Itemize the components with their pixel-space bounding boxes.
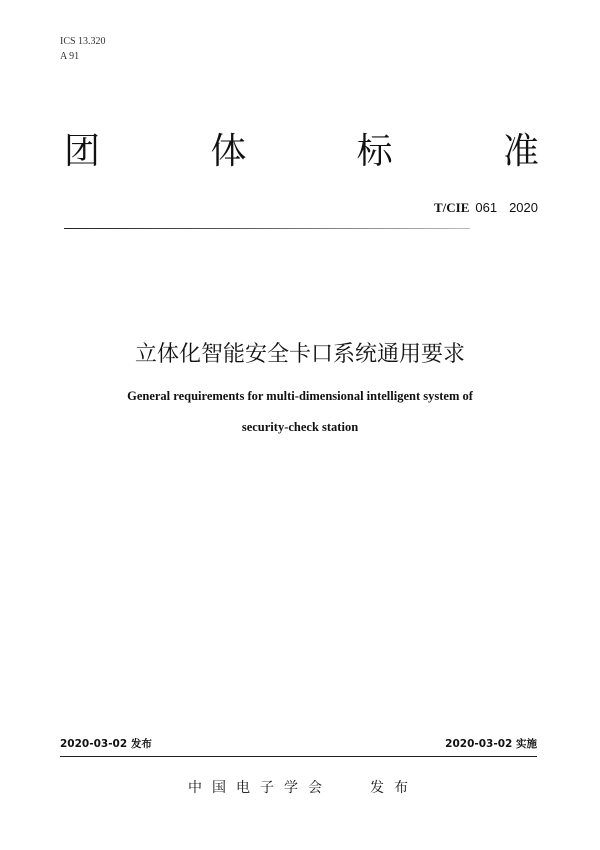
publish-date: 2020-03-02 发布 [60,738,152,750]
standard-type-char: 准 [502,131,539,172]
title-chinese: 立体化智能安全卡口系统通用要求 [134,342,465,367]
header-divider [64,228,470,229]
standard-code: T/CIE [433,200,470,215]
standard-number [434,199,538,218]
standard-type-char: 标 [356,131,393,172]
standard-type-char: 体 [210,131,247,172]
issuer-name: 中国电子学会 [188,780,332,796]
issuer-action: 发布 [370,780,418,796]
title-english-line-2: security-check station [241,420,359,434]
title-english-line-1: General requirements for multi-dimensional intelligent system of [127,389,473,403]
ics-code: ICS 13.320 [60,36,106,47]
ccs-code: A 91 [60,51,80,62]
footer-divider [60,756,537,757]
implement-date: 2020-03-02 实施 [445,738,537,750]
standard-type-heading [64,128,539,176]
standard-type-char: 团 [64,131,101,172]
standard-serial: 061 [475,200,498,215]
standard-year: 2020 [509,200,538,215]
